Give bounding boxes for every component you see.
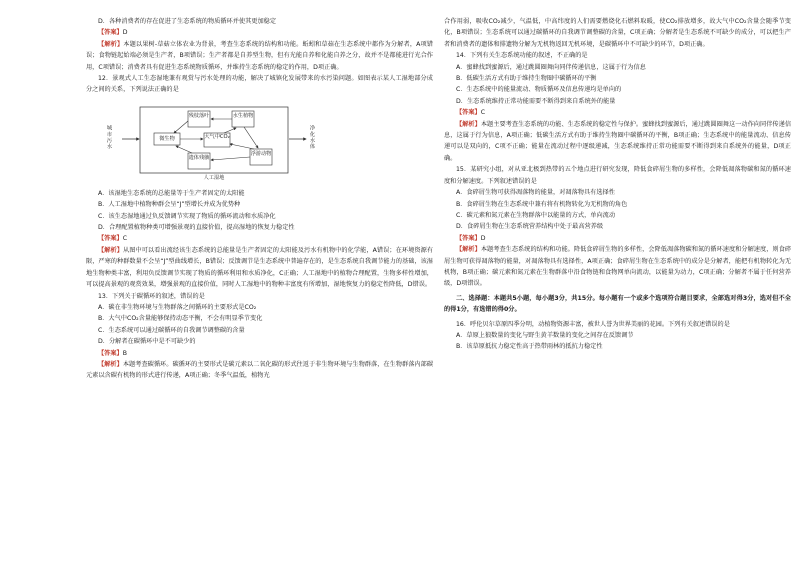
explanation-13-continued: 合作用弱，吸收CO₂减少，气温低，中高纬度的人们需要燃烧化石燃料取暖，使CO₂排放增多，故大气中CO₂含量会随季节变化，B项错误；生态系统可以通过碳循环的自我调节调整碳的含量，C项正确；分解者是生态系统不可缺少的成分，可以把生产者和消费者的遗体和排遗物分解为无机物返回无机环境，是碳循环中不可缺少的环节，D项正确。 (444, 18, 791, 48)
q12-option-d: D．合理配置植物种类可增强景观的直接价值，提高湿地的恢复力稳定性 (98, 224, 295, 232)
q16-option-b: B．该草原抵抗力稳定性高于热带雨林的抵抗力稳定性 (456, 343, 603, 351)
right-column (444, 16, 791, 353)
explanation-text: 本题考查生态系统的结构和功能。降低食碎屑生物的多样性，会降低凋落物碳和氮的循环速度和分解速度，则食碎屑生物可获得凋落物的能量，对凋落物具有选择性，A项正确；食碎屑生物在生态系统中的成分是分解者，能把有机物转化为无机物，B项正确；碳元素和氮元素在生物群落中沿食物链和食物网单向流动，以能量为动力，C项正确；分解者不属于任何营养级，D项错误。 (444, 246, 792, 288)
q15-option-c: C．碳元素和氮元素在生物群落中以能量的方式，单向流动 (456, 211, 616, 219)
answer-14 (444, 107, 791, 118)
q12-option-a: A．该湿地生态系统的总能量等于生产者固定的太阳能 (98, 189, 245, 197)
answer-value: D (122, 29, 128, 37)
explanation-text: 从图中可以看出流经该生态系统的总能量是生产者固定的太阳能及污水有机物中的化学能，A错误；在环境资源有限，严寒的种群数量不会呈“J”型曲线增长，B错误；反馈调节是生态系统中普遍存在的，是生态系统自我调节能力的基础，该湿地生物种类丰富，利用负反馈调节实现了物质的循环利用和水质净化，C正确；人工湿地中的植物合理配置，生物多样性增加，可以提高景观的观赏效果，增强景观的直接价值，同时人工湿地中的物种丰富度有所增加，湿地恢复力的稳定性降低，D错误。 (86, 246, 434, 289)
answer-value: C (480, 109, 486, 117)
answer-tag: 【答案】 (456, 234, 481, 242)
outflow-label: 净化水体 (309, 124, 315, 150)
inflow-label: 城市污水 (106, 124, 112, 150)
explanation-prev (86, 39, 433, 73)
microbe-label: 微生物 (159, 135, 175, 142)
explanation-14 (444, 119, 791, 165)
wetland-diagram (104, 99, 324, 185)
q13-option-b: B．大气中CO₂含量能够保持动态平衡，不会有明显季节变化 (98, 315, 263, 323)
explanation-tag: 【解析】 (98, 246, 123, 254)
residue-label: 残枝落叶 (188, 112, 210, 119)
explanation-text: 本题主要考查生态系统的功能、生态系统的稳定性与保护。蜜蜂找到蜜源后，通过跳圆圈舞这一动作向同伴传递信息，这属于行为信息，A项正确；低碳生活方式有助于维持生物圈中碳循环的平衡，B项正确；生态系统中的能量流动、信息传递可以是双向的，C项不正确；能量在流动过程中逐级递减，生态系统维持正常功能需要不断得到来自系统外的能量，D项正确。 (444, 120, 792, 162)
answer-12 (86, 233, 433, 244)
question-15: 15．某研究小组，对从亚北极到热带的五个地点进行研究发现，降低食碎屑生物的多样性，会降低凋落物碳和氮的循环速度和分解速度。下列叙述错误的是 (444, 166, 791, 185)
explanation-text: 本题以果树-草菇立体农业为背景，考查生态系统的结构和功能。蚯蚓和草菇在生态系统中都作为分解者，A项错误；食物链起始端必须是生产者，B项错误；生产者都是自养型生物，但有光能自养和化能自养之分，故并不是都能进行光合作用，C项错误；消费者具有促进生态系统物质循环，并维持生态系统的稳定的作用，D项正确。 (86, 40, 433, 71)
explanation-tag: 【解析】 (98, 40, 124, 48)
q15-option-d: D．食碎屑生物在生态系统营养结构中处于最高营养级 (456, 223, 604, 231)
q13-option-d: D．分解者在碳循环中是不可缺少的 (98, 338, 196, 346)
q15-option-a: A．食碎屑生物可获得凋落物的能量，对凋落物具有选择性 (456, 189, 615, 197)
plants-label: 水生植物 (232, 112, 254, 119)
q14-option-a: A．蜜蜂找到蜜源后，通过跳圆圈舞向同伴传递信息，这属于行为信息 (456, 63, 646, 71)
explanation-text: 本题考查碳循环。碳循环的主要形式是碳元素以二氧化碳的形式往返于非生物环境与生物群落，在生物群落内部碳元素以含碳有机物的形式进行传递，A项正确；冬季气温低，植物光 (86, 360, 434, 380)
answer-prev (86, 27, 433, 38)
answer-tag: 【答案】 (98, 349, 123, 357)
explanation-tag: 【解析】 (456, 246, 481, 254)
option-d-prev: D．各种消费者的存在促进了生态系统的物质循环并使其更加稳定 (98, 18, 277, 25)
q14-option-d: D．生态系统维持正常功能需要不断得到来自系统外的能量 (456, 97, 616, 105)
explanation-tag: 【解析】 (98, 360, 123, 368)
answer-value: C (122, 235, 128, 243)
explanation-13 (86, 359, 433, 382)
question-13: 13．下列关于碳循环的叙述，错误的是 (98, 292, 205, 300)
q14-option-b: B．低碳生活方式有助于维持生物圈中碳循环的平衡 (456, 75, 597, 83)
explanation-15 (444, 244, 791, 290)
answer-value: B (122, 349, 127, 357)
air-label: 大气中CO₂ (204, 133, 230, 140)
answer-tag: 【答案】 (456, 109, 481, 117)
answer-13 (86, 348, 433, 359)
wetland-diagram-lines (104, 99, 324, 185)
q14-option-c: C．生态系统中的能量流动、物质循环及信息传递均是单向的 (456, 86, 622, 94)
q12-option-c: C．该生态湿地通过负反馈调节实现了物质的循环流动和水质净化 (98, 212, 276, 220)
question-16: 16．呼伦贝尔草原四季分明，动植物资源丰富，被世人誉为世界美丽的花园。下列有关叙述错误的是 (456, 320, 730, 328)
explanation-12 (86, 245, 433, 291)
remains-label: 遗体残骸 (188, 154, 210, 161)
answer-tag: 【答案】 (98, 29, 123, 37)
answer-tag: 【答案】 (98, 235, 123, 243)
q12-option-b: B．人工湿地中植物种群会呈“J”型增长并成为优势种 (98, 201, 241, 209)
q16-option-a: A．草原上狼数量的变化与野生黄羊数量的变化之间存在反馈调节 (456, 331, 634, 339)
q13-option-a: A．碳在非生物环境与生物群落之间循环的主要形式是CO₂ (98, 303, 257, 311)
animal-label: 浮游动物 (250, 150, 272, 157)
answer-15 (444, 233, 791, 244)
left-column (86, 16, 433, 382)
question-12: 12．景观式人工生态湿地兼有观赏与污水处理的功能，解决了城镇化发展带来的水污染问题。如图表示某人工湿地部分成分之间的关系，下列说法正确的是 (86, 75, 433, 94)
question-14: 14．下列有关生态系统功能的叙述，不正确的是 (456, 52, 588, 60)
answer-value: D (480, 234, 486, 242)
explanation-tag: 【解析】 (456, 120, 481, 128)
q13-option-c: C．生态系统可以通过碳循环的自我调节调整碳的含量 (98, 326, 245, 334)
q15-option-b: B．食碎屑生物在生态系统中兼有将有机物转化为无机物的角色 (456, 200, 628, 208)
diagram-caption: 人工湿地 (203, 174, 225, 181)
section-heading: 二、选择题：本题共5小题，每小题3分，共15分。每小题有一个或多个选项符合题目要求，全部选对得3分，选对但不全的得1分，有选错的得0分。 (444, 294, 791, 314)
